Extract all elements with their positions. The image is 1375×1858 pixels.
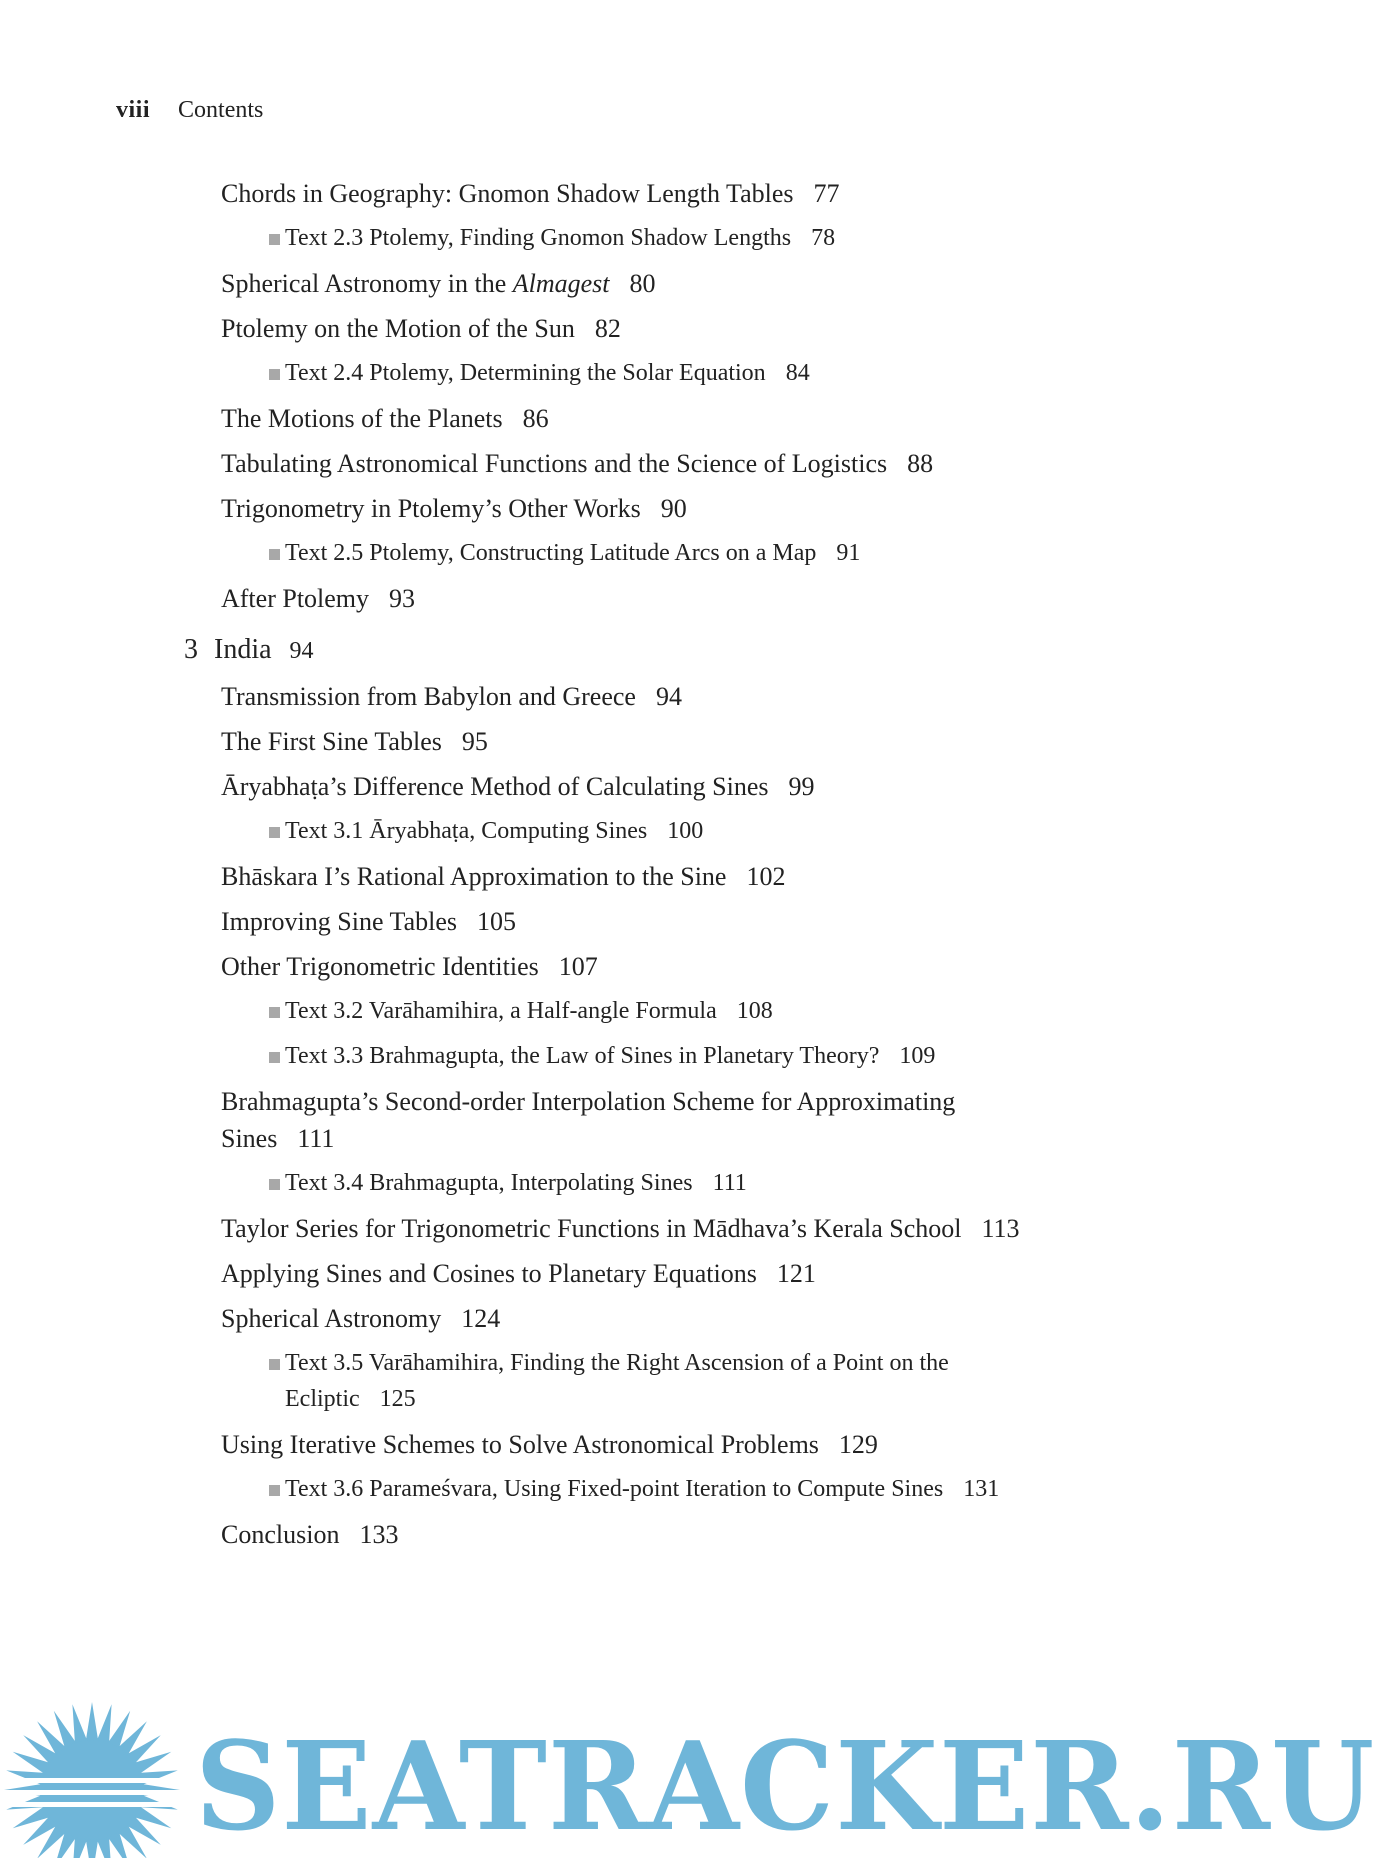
page-ref: 100 [667, 818, 704, 844]
entry-title: Spherical Astronomy in the [221, 269, 513, 298]
toc-subentry[interactable] [285, 1165, 1045, 1201]
chapter-heading[interactable] [184, 631, 1225, 670]
entry-title: Bhāskara I’s Rational Approximation to the Sine [221, 862, 727, 891]
toc-subentry[interactable] [285, 1471, 1045, 1507]
entry-title: Spherical Astronomy [221, 1304, 442, 1333]
square-bullet-icon [269, 1007, 280, 1018]
page-ref: 133 [359, 1520, 399, 1549]
toc-entry[interactable] [221, 678, 1041, 715]
page-ref: 90 [660, 494, 687, 523]
entry-title: Ptolemy on the Motion of the Sun [221, 314, 575, 343]
page-ref: 109 [899, 1043, 936, 1069]
toc-entry[interactable] [221, 580, 1041, 617]
page-ref: 105 [477, 907, 517, 936]
subentry-title: Text 3.2 Varāhamihira, a Half-angle Formula [285, 998, 717, 1024]
toc-subentry[interactable] [285, 355, 1045, 391]
page-ref: 77 [813, 179, 840, 208]
page-ref: 108 [736, 998, 773, 1024]
square-bullet-icon [269, 1052, 280, 1063]
toc-entry[interactable] [221, 1210, 1041, 1247]
subentry-title: Text 2.3 Ptolemy, Finding Gnomon Shadow Lengths [285, 225, 792, 251]
toc-subentry[interactable] [285, 813, 1045, 849]
page-ref: 86 [522, 404, 549, 433]
subentry-title: Text 3.6 Parameśvara, Using Fixed-point Iteration to Compute Sines [285, 1476, 944, 1502]
page-ref: 111 [297, 1124, 335, 1153]
subentry-title: Text 3.3 Brahmagupta, the Law of Sines in Planetary Theory? [285, 1043, 880, 1069]
page-ref: 84 [785, 360, 810, 386]
entry-title-italic: Almagest [512, 269, 610, 298]
subentry-title: Text 3.5 Varāhamihira, Finding the Right Ascension of a Point on the Ecliptic [285, 1350, 949, 1412]
toc-entry[interactable] [221, 858, 1041, 895]
entry-title: Taylor Series for Trigonometric Functions in Mādhava’s Kerala School [221, 1214, 962, 1243]
entry-title: Improving Sine Tables [221, 907, 458, 936]
entry-title: The Motions of the Planets [221, 404, 503, 433]
toc-entry[interactable] [221, 310, 1041, 347]
entry-title: After Ptolemy [221, 584, 370, 613]
page-ref: 121 [776, 1259, 816, 1288]
running-head-title: Contents [178, 97, 264, 123]
entry-title: Brahmagupta’s Second-order Interpolation Scheme for Approximating Sines [221, 1087, 956, 1153]
toc-entry[interactable] [221, 1426, 1041, 1463]
page-ref: 102 [746, 862, 786, 891]
square-bullet-icon [269, 549, 280, 560]
toc-subentry[interactable] [285, 993, 1045, 1029]
watermark [0, 1680, 1375, 1858]
page-ref: 78 [811, 225, 836, 251]
toc-entry[interactable] [221, 175, 1041, 212]
running-head [116, 96, 263, 124]
table-of-contents [0, 175, 1225, 1561]
toc-subentry[interactable] [285, 1038, 1045, 1074]
page-number: viii [116, 97, 151, 123]
toc-entry[interactable] [221, 1300, 1041, 1337]
subentry-title: Text 2.4 Ptolemy, Determining the Solar Equation [285, 360, 766, 386]
toc-entry[interactable] [221, 400, 1041, 437]
chapter-number: 3 [184, 634, 198, 665]
subentry-title: Text 3.1 Āryabhaṭa, Computing Sines [285, 818, 648, 844]
toc-entry[interactable] [221, 265, 1041, 302]
page-ref: 80 [629, 269, 656, 298]
square-bullet-icon [269, 1485, 280, 1496]
subentry-title: Text 3.4 Brahmagupta, Interpolating Sines [285, 1170, 693, 1196]
toc-entry[interactable] [221, 723, 1041, 760]
toc-subentry[interactable] [285, 1345, 1045, 1417]
toc-entry[interactable] [221, 1255, 1041, 1292]
page-ref: 113 [981, 1214, 1020, 1243]
page-ref: 91 [836, 540, 861, 566]
page-ref: 129 [838, 1430, 878, 1459]
watermark-text: SEATRACKER.RU [195, 1714, 1375, 1858]
page-ref: 82 [594, 314, 621, 343]
entry-title: Āryabhaṭa’s Difference Method of Calculating Sines [221, 772, 769, 801]
entry-title: Chords in Geography: Gnomon Shadow Length Tables [221, 179, 794, 208]
entry-title: Applying Sines and Cosines to Planetary Equations [221, 1259, 757, 1288]
square-bullet-icon [269, 1179, 280, 1190]
square-bullet-icon [269, 369, 280, 380]
sun-logo-icon [0, 1690, 190, 1858]
page-ref: 125 [379, 1386, 416, 1412]
chapter-title: India [214, 634, 272, 665]
square-bullet-icon [269, 1359, 280, 1370]
square-bullet-icon [269, 827, 280, 838]
page-ref: 111 [712, 1170, 747, 1196]
page-ref: 107 [558, 952, 598, 981]
page-ref: 95 [461, 727, 488, 756]
toc-entry[interactable] [221, 1083, 1041, 1157]
toc-entry[interactable] [221, 948, 1041, 985]
entry-title: Conclusion [221, 1520, 340, 1549]
square-bullet-icon [269, 234, 280, 245]
page-ref: 131 [963, 1476, 1000, 1502]
entry-title: Transmission from Babylon and Greece [221, 682, 636, 711]
page-ref: 94 [655, 682, 682, 711]
toc-entry[interactable] [221, 1516, 1041, 1553]
subentry-title: Text 2.5 Ptolemy, Constructing Latitude Arcs on a Map [285, 540, 817, 566]
page-ref: 93 [389, 584, 416, 613]
entry-title: Tabulating Astronomical Functions and the Science of Logistics [221, 449, 888, 478]
entry-title: Other Trigonometric Identities [221, 952, 539, 981]
page-ref: 88 [907, 449, 934, 478]
toc-entry[interactable] [221, 903, 1041, 940]
page-ref: 124 [461, 1304, 501, 1333]
entry-title: Trigonometry in Ptolemy’s Other Works [221, 494, 641, 523]
toc-entry[interactable] [221, 490, 1041, 527]
page-ref: 99 [788, 772, 815, 801]
entry-title: Using Iterative Schemes to Solve Astronomical Problems [221, 1430, 819, 1459]
toc-entry[interactable] [221, 768, 1041, 805]
toc-entry[interactable] [221, 445, 1041, 482]
entry-title: The First Sine Tables [221, 727, 442, 756]
toc-subentry[interactable] [285, 220, 1045, 256]
page-ref: 94 [289, 638, 314, 664]
toc-subentry[interactable] [285, 535, 1045, 571]
